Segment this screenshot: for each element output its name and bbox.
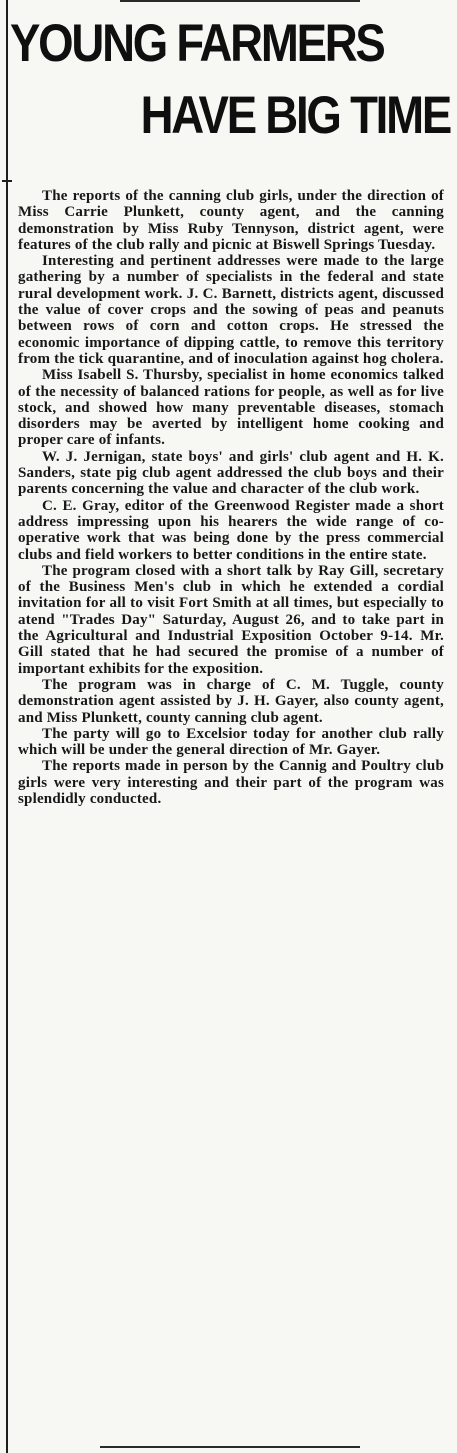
paragraph: The reports made in person by the Cannig and Poultry club girls were very interesting and their part of the program was splendidly conducted. xyxy=(18,758,444,807)
column-rule xyxy=(6,0,8,1453)
top-rule xyxy=(120,0,360,2)
column-tick-mark xyxy=(2,180,12,182)
article-body xyxy=(18,188,444,807)
headline-line-2: HAVE BIG TIME xyxy=(140,86,450,145)
paragraph: C. E. Gray, editor of the Greenwood Register made a short address impressing upon his hearers the wide range of co-operative work that was being done by the press commercial clubs and field workers to better conditions in the entire state. xyxy=(18,497,444,563)
paragraph: Interesting and pertinent addresses were made to the large gathering by a number of specialists in the federal and state rural development work. J. C. Barnett, districts agent, discussed the value of cover crops and the sowing of peas and peanuts between rows of corn and cotton crops. He stressed the economic importance of dipping cattle, to remove this territory from the tick quarantine, and of inoculation against hog cholera. xyxy=(18,253,444,367)
paragraph: The program closed with a short talk by Ray Gill, secretary of the Business Men's club in which he extended a cordial invitation for all to visit Fort Smith at all times, but especially to atend "Trades Day" Saturday, August 26, and to take part in the Agricultural and Industrial Exposition October 9-14. Mr. Gill stated that he had secured the promise of a number of important exhibits for the exposition. xyxy=(18,562,444,677)
paragraph: The party will go to Excelsior today for another club rally which will be under the general direction of Mr. Gayer. xyxy=(18,725,444,759)
paragraph: Miss Isabell S. Thursby, specialist in home economics talked of the necessity of balanced rations for people, as well as for live stock, and showed how many preventable diseases, stomach disorders may be averted by intelligent home cooking and proper care of infants. xyxy=(18,367,444,449)
paragraph: The program was in charge of C. M. Tuggle, county demonstration agent assisted by J. H. Gayer, also county agent, and Miss Plunkett, county canning club agent. xyxy=(18,676,444,726)
headline-line-1: YOUNG FARMERS xyxy=(10,14,384,73)
paragraph: W. J. Jernigan, state boys' and girls' club agent and H. K. Sanders, state pig club agent addressed the club boys and their parents concerning the value and character of the club work. xyxy=(18,448,444,498)
end-rule xyxy=(100,1446,360,1448)
paragraph: The reports of the canning club girls, under the direction of Miss Carrie Plunkett, county agent, and the canning demonstration by Miss Ruby Tennyson, district agent, were features of the club rally and picnic at Biswell Springs Tuesday. xyxy=(18,188,444,253)
